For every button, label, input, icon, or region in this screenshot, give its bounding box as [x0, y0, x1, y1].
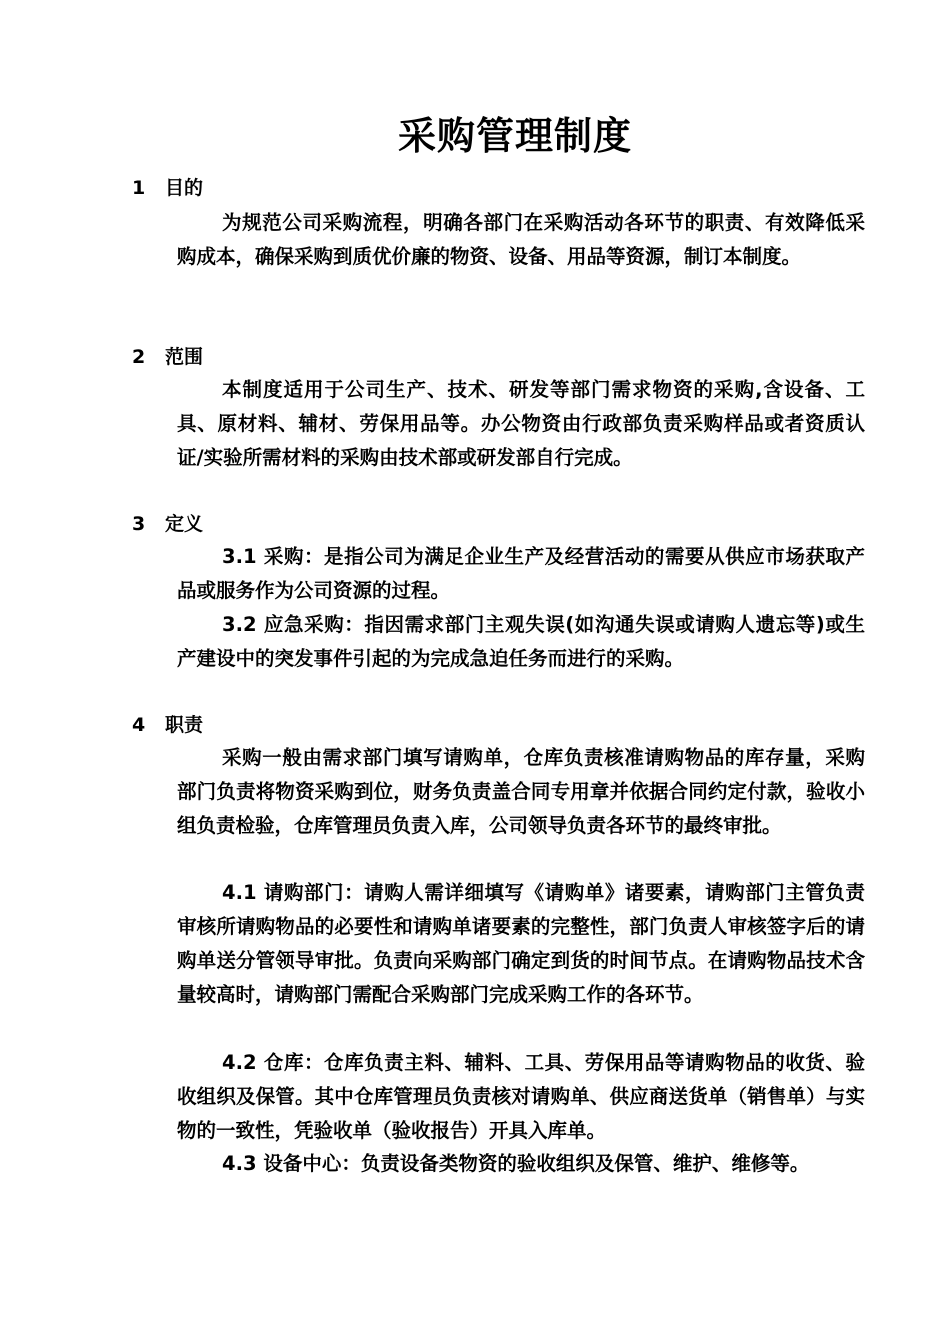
paragraph-responsibility-4-1: 4.1 请购部门：请购人需详细填写《请购单》诸要素，请购部门主管负责审核所请购物品的必要性和请购单诸要素的完整性，部门负责人审核签字后的请购单送分管领导审批。负责向采购部门确定到货的时间节点。在请购物品技术含量较高时，请购部门需配合采购部门完成采购工作的各环节。 — [177, 881, 865, 1006]
section-title: 目的 — [165, 177, 204, 199]
paragraph-definition-3-1: 3.1 采购：是指公司为满足企业生产及经营活动的需要从供应市场获取产品或服务作为公司资源的过程。 — [177, 545, 865, 602]
section-title: 职责 — [165, 714, 204, 736]
section-heading-responsibilities — [132, 713, 203, 737]
section-title: 范围 — [165, 346, 204, 368]
paragraph-purpose: 为规范公司采购流程，明确各部门在采购活动各环节的职责、有效降低采购成本，确保采购到质优价廉的物资、设备、用品等资源，制订本制度。 — [177, 211, 865, 268]
section-heading-definitions — [132, 512, 203, 536]
section-heading-scope — [132, 345, 203, 369]
section-number: 3 — [132, 513, 146, 535]
section-title: 定义 — [165, 513, 204, 535]
paragraph-definition-3-2: 3.2 应急采购：指因需求部门主观失误(如沟通失误或请购人遗忘等)或生产建设中的突发事件引起的为完成急迫任务而进行的采购。 — [177, 613, 865, 670]
section-number: 1 — [132, 177, 146, 199]
paragraph-scope: 本制度适用于公司生产、技术、研发等部门需求物资的采购,含设备、工具、原材料、辅材、劳保用品等。办公物资由行政部负责采购样品或者资质认证/实验所需材料的采购由技术部或研发部自行完成。 — [177, 378, 865, 469]
section-number: 2 — [132, 346, 146, 368]
paragraph-responsibilities-intro: 采购一般由需求部门填写请购单，仓库负责核准请购物品的库存量，采购部门负责将物资采购到位，财务负责盖合同专用章并依据合同约定付款，验收小组负责检验，仓库管理员负责入库，公司领导负责各环节的最终审批。 — [177, 746, 865, 837]
paragraph-responsibility-4-3: 4.3 设备中心：负责设备类物资的验收组织及保管、维护、维修等。 — [222, 1152, 810, 1175]
page-title: 采购管理制度 — [397, 114, 632, 158]
section-number: 4 — [132, 714, 146, 736]
paragraph-responsibility-4-2: 4.2 仓库：仓库负责主料、辅料、工具、劳保用品等请购物品的收货、验收组织及保管。其中仓库管理员负责核对请购单、供应商送货单（销售单）与实物的一致性，凭验收单（验收报告）开具入库单。 — [177, 1051, 865, 1142]
section-heading-purpose — [132, 176, 203, 200]
